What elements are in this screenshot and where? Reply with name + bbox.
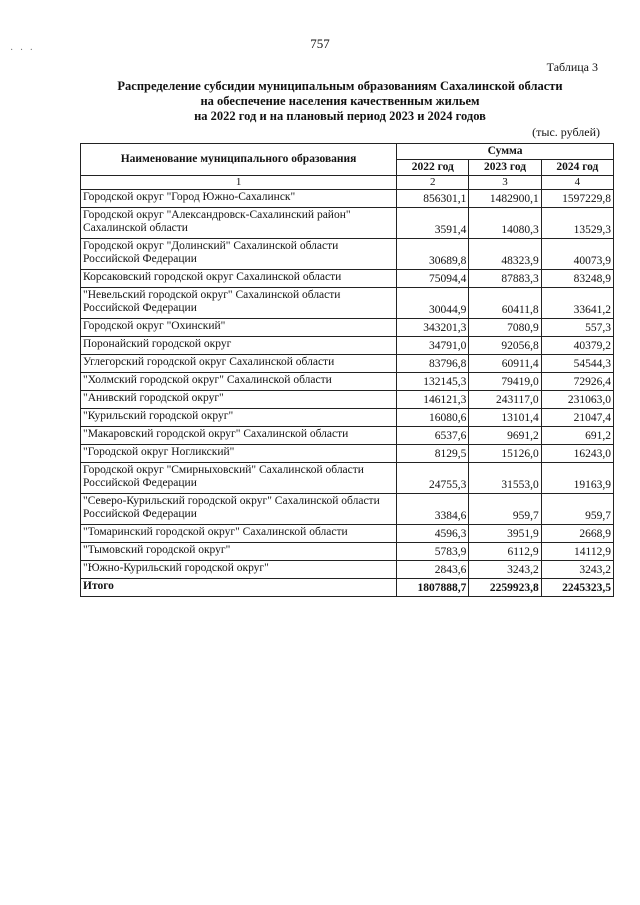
table-row bbox=[81, 288, 614, 319]
municipality-name: Городской округ "Долинский" Сахалинской области Российской Федерации bbox=[81, 239, 397, 270]
title-line-2: на обеспечение населения качественным жильем bbox=[200, 94, 480, 108]
index-cell: 3 bbox=[469, 176, 541, 190]
header-sum: Сумма bbox=[397, 144, 614, 160]
municipality-name: Корсаковский городской округ Сахалинской области bbox=[81, 270, 397, 288]
amount-cell: 14080,3 bbox=[469, 208, 541, 239]
index-cell: 1 bbox=[81, 176, 397, 190]
title-line-1: Распределение субсидии муниципальным образованиям Сахалинской области bbox=[117, 79, 563, 93]
amount-cell: 6537,6 bbox=[397, 427, 469, 445]
amount-cell: 13529,3 bbox=[541, 208, 613, 239]
index-row bbox=[81, 176, 614, 190]
total-row bbox=[81, 579, 614, 597]
municipality-name: "Северо-Курильский городской округ" Сахалинской области Российской Федерации bbox=[81, 494, 397, 525]
table-row bbox=[81, 409, 614, 427]
municipality-name: "Городской округ Ногликский" bbox=[81, 445, 397, 463]
table-row bbox=[81, 190, 614, 208]
amount-cell: 60411,8 bbox=[469, 288, 541, 319]
amount-cell: 19163,9 bbox=[541, 463, 613, 494]
title-line-3: на 2022 год и на плановый период 2023 и 2024 годов bbox=[194, 109, 486, 123]
municipality-name: "Анивский городской округ" bbox=[81, 391, 397, 409]
amount-cell: 2668,9 bbox=[541, 525, 613, 543]
header-year-2024: 2024 год bbox=[541, 160, 613, 176]
table-label: Таблица 3 bbox=[546, 60, 598, 74]
amount-cell: 34791,0 bbox=[397, 337, 469, 355]
amount-cell: 231063,0 bbox=[541, 391, 613, 409]
municipality-name: "Томаринский городской округ" Сахалинской области bbox=[81, 525, 397, 543]
municipality-name: Углегорский городской округ Сахалинской области bbox=[81, 355, 397, 373]
table-row bbox=[81, 319, 614, 337]
municipality-name: Городской округ "Смирныховский" Сахалинской области Российской Федерации bbox=[81, 463, 397, 494]
municipality-name: Городской округ "Город Южно-Сахалинск" bbox=[81, 190, 397, 208]
amount-cell: 83248,9 bbox=[541, 270, 613, 288]
amount-cell: 691,2 bbox=[541, 427, 613, 445]
amount-cell: 959,7 bbox=[469, 494, 541, 525]
municipality-name: "Макаровский городской округ" Сахалинской области bbox=[81, 427, 397, 445]
amount-cell: 72926,4 bbox=[541, 373, 613, 391]
amount-cell: 6112,9 bbox=[469, 543, 541, 561]
municipality-name: "Невельский городской округ" Сахалинской области Российской Федерации bbox=[81, 288, 397, 319]
header-year-2022: 2022 год bbox=[397, 160, 469, 176]
table-row bbox=[81, 494, 614, 525]
header-year-2023: 2023 год bbox=[469, 160, 541, 176]
amount-cell: 16080,6 bbox=[397, 409, 469, 427]
amount-cell: 1482900,1 bbox=[469, 190, 541, 208]
amount-cell: 54544,3 bbox=[541, 355, 613, 373]
page-number: 757 bbox=[310, 36, 330, 51]
amount-cell: 83796,8 bbox=[397, 355, 469, 373]
table-row bbox=[81, 427, 614, 445]
amount-cell: 557,3 bbox=[541, 319, 613, 337]
amount-cell: 343201,3 bbox=[397, 319, 469, 337]
amount-cell: 146121,3 bbox=[397, 391, 469, 409]
amount-cell: 9691,2 bbox=[469, 427, 541, 445]
table-row bbox=[81, 543, 614, 561]
amount-cell: 21047,4 bbox=[541, 409, 613, 427]
amount-cell: 3243,2 bbox=[541, 561, 613, 579]
municipality-name: "Холмский городской округ" Сахалинской области bbox=[81, 373, 397, 391]
amount-cell: 60911,4 bbox=[469, 355, 541, 373]
amount-cell: 959,7 bbox=[541, 494, 613, 525]
amount-cell: 16243,0 bbox=[541, 445, 613, 463]
total-amount-cell: 2259923,8 bbox=[469, 579, 541, 597]
amount-cell: 5783,9 bbox=[397, 543, 469, 561]
amount-cell: 132145,3 bbox=[397, 373, 469, 391]
amount-cell: 856301,1 bbox=[397, 190, 469, 208]
amount-cell: 13101,4 bbox=[469, 409, 541, 427]
amount-cell: 7080,9 bbox=[469, 319, 541, 337]
table-row bbox=[81, 239, 614, 270]
municipality-name: Городской округ "Охинский" bbox=[81, 319, 397, 337]
table-row bbox=[81, 337, 614, 355]
margin-mark: · · · bbox=[10, 45, 35, 56]
amount-cell: 40379,2 bbox=[541, 337, 613, 355]
subsidy-table bbox=[80, 143, 614, 597]
document-title bbox=[80, 79, 600, 124]
amount-cell: 40073,9 bbox=[541, 239, 613, 270]
amount-cell: 3951,9 bbox=[469, 525, 541, 543]
amount-cell: 14112,9 bbox=[541, 543, 613, 561]
amount-cell: 3243,2 bbox=[469, 561, 541, 579]
table-row bbox=[81, 561, 614, 579]
municipality-name: "Курильский городской округ" bbox=[81, 409, 397, 427]
table-row bbox=[81, 463, 614, 494]
amount-cell: 92056,8 bbox=[469, 337, 541, 355]
amount-cell: 3591,4 bbox=[397, 208, 469, 239]
table-row bbox=[81, 391, 614, 409]
amount-cell: 30044,9 bbox=[397, 288, 469, 319]
table-row bbox=[81, 355, 614, 373]
municipality-name: "Тымовский городской округ" bbox=[81, 543, 397, 561]
amount-cell: 2843,6 bbox=[397, 561, 469, 579]
total-label: Итого bbox=[81, 579, 397, 597]
amount-cell: 3384,6 bbox=[397, 494, 469, 525]
amount-cell: 4596,3 bbox=[397, 525, 469, 543]
amount-cell: 8129,5 bbox=[397, 445, 469, 463]
header-name: Наименование муниципального образования bbox=[81, 144, 397, 176]
amount-cell: 30689,8 bbox=[397, 239, 469, 270]
table-row bbox=[81, 525, 614, 543]
amount-cell: 24755,3 bbox=[397, 463, 469, 494]
total-amount-cell: 2245323,5 bbox=[541, 579, 613, 597]
index-cell: 4 bbox=[541, 176, 613, 190]
table-row bbox=[81, 373, 614, 391]
amount-cell: 75094,4 bbox=[397, 270, 469, 288]
amount-cell: 243117,0 bbox=[469, 391, 541, 409]
amount-cell: 1597229,8 bbox=[541, 190, 613, 208]
amount-cell: 79419,0 bbox=[469, 373, 541, 391]
amount-cell: 48323,9 bbox=[469, 239, 541, 270]
total-amount-cell: 1807888,7 bbox=[397, 579, 469, 597]
index-cell: 2 bbox=[397, 176, 469, 190]
table-row bbox=[81, 445, 614, 463]
municipality-name: Поронайский городской округ bbox=[81, 337, 397, 355]
amount-cell: 33641,2 bbox=[541, 288, 613, 319]
units-label: (тыс. рублей) bbox=[532, 125, 600, 139]
table-row bbox=[81, 208, 614, 239]
amount-cell: 15126,0 bbox=[469, 445, 541, 463]
municipality-name: Городской округ "Александровск-Сахалинский район" Сахалинской области bbox=[81, 208, 397, 239]
municipality-name: "Южно-Курильский городской округ" bbox=[81, 561, 397, 579]
amount-cell: 31553,0 bbox=[469, 463, 541, 494]
amount-cell: 87883,3 bbox=[469, 270, 541, 288]
table-row bbox=[81, 270, 614, 288]
